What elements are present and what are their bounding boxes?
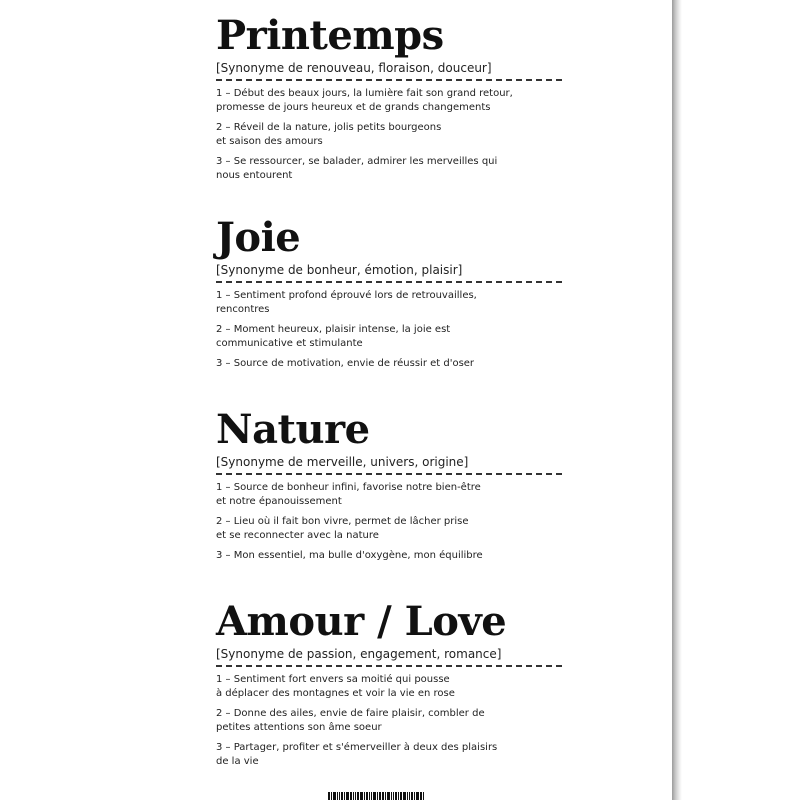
definition-line: et se reconnecter avec la nature xyxy=(216,530,379,541)
definition-3 xyxy=(216,741,576,769)
entry-nature xyxy=(216,408,576,569)
definition-line: 3 – Se ressourcer, se balader, admirer les merveilles qui xyxy=(216,156,498,167)
definition-line: promesse de jours heureux et de grands changements xyxy=(216,102,491,113)
definition-line: et saison des amours xyxy=(216,136,323,147)
dashed-divider xyxy=(216,473,562,475)
definition-line: 2 – Donne des ailes, envie de faire plaisir, combler de xyxy=(216,708,485,719)
entry-word: Printemps xyxy=(216,12,444,59)
entry-synonyms: [Synonyme de renouveau, floraison, douceur] xyxy=(216,61,492,75)
definition-line: de la vie xyxy=(216,756,259,767)
definition-2 xyxy=(216,515,576,543)
entry-amour-love xyxy=(216,600,576,775)
entry-word: Nature xyxy=(216,406,370,453)
definition-line: petites attentions son âme soeur xyxy=(216,722,382,733)
definition-line: rencontres xyxy=(216,304,270,315)
definition-line: à déplacer des montagnes et voir la vie en rose xyxy=(216,688,455,699)
definition-2 xyxy=(216,121,576,149)
definition-line: 1 – Sentiment profond éprouvé lors de retrouvailles, xyxy=(216,290,477,301)
definition-line: 1 – Début des beaux jours, la lumière fait son grand retour, xyxy=(216,88,513,99)
definition-line: 3 – Mon essentiel, ma bulle d'oxygène, mon équilibre xyxy=(216,550,483,561)
definition-1 xyxy=(216,289,576,317)
dashed-divider xyxy=(216,281,562,283)
definition-line: 2 – Lieu où il fait bon vivre, permet de lâcher prise xyxy=(216,516,469,527)
definition-3 xyxy=(216,155,576,183)
definition-line: communicative et stimulante xyxy=(216,338,363,349)
definition-3 xyxy=(216,357,576,371)
entry-printemps xyxy=(216,14,576,189)
card-edge-shadow xyxy=(672,0,682,800)
definition-line: 3 – Partager, profiter et s'émerveiller à deux des plaisirs xyxy=(216,742,498,753)
definition-line: 1 – Sentiment fort envers sa moitié qui pousse xyxy=(216,674,450,685)
definition-line: et notre épanouissement xyxy=(216,496,342,507)
definition-1 xyxy=(216,481,576,509)
entry-synonyms: [Synonyme de bonheur, émotion, plaisir] xyxy=(216,263,463,277)
definition-line: nous entourent xyxy=(216,170,293,181)
barcode-icon xyxy=(328,792,458,800)
definition-line: 1 – Source de bonheur infini, favorise notre bien-être xyxy=(216,482,481,493)
definition-line: 2 – Moment heureux, plaisir intense, la joie est xyxy=(216,324,451,335)
definition-3 xyxy=(216,549,576,563)
definition-1 xyxy=(216,87,576,115)
dashed-divider xyxy=(216,665,562,667)
definition-line: 3 – Source de motivation, envie de réussir et d'oser xyxy=(216,358,475,369)
entry-synonyms: [Synonyme de merveille, univers, origine] xyxy=(216,455,469,469)
entry-word: Joie xyxy=(216,214,301,261)
definition-1 xyxy=(216,673,576,701)
definition-2 xyxy=(216,707,576,735)
definition-line: 2 – Réveil de la nature, jolis petits bourgeons xyxy=(216,122,442,133)
entry-joie xyxy=(216,216,576,377)
entry-word: Amour / Love xyxy=(216,598,507,645)
definition-2 xyxy=(216,323,576,351)
entry-synonyms: [Synonyme de passion, engagement, romance] xyxy=(216,647,502,661)
dashed-divider xyxy=(216,79,562,81)
